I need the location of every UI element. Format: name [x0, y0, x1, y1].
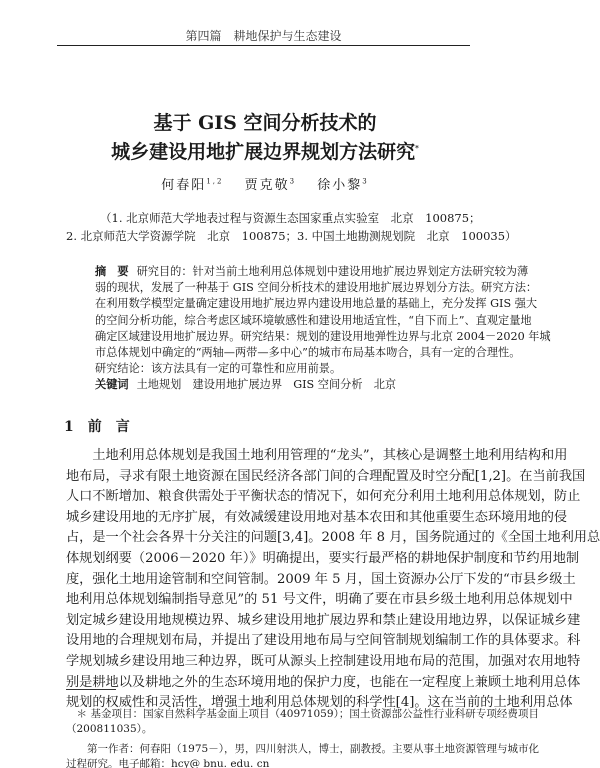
section-heading: 1 前 言	[64, 419, 130, 435]
abstract-line: 确定区域建设用地扩展边界。研究结果：规划的建设用地弹性边界与北京 2004－2020 年城	[95, 329, 551, 343]
body-line: 规划的权威性和灵活性，增强土地利用总体规划的科学性[4]。这在当前的土地利用总体	[66, 695, 573, 711]
body-line: 体规划纲要（2006－2020 年）》明确提出，要实行最严格的耕地保护制度和节约用地制	[66, 551, 580, 566]
footnote-line: 过程研究。电子邮箱：hcy@ bnu. edu. cn	[66, 758, 270, 768]
footnote-line: 第一作者：何春阳（1975－），男，四川射洪人，博士，副教授。主要从事土地资源管理与城市化	[66, 743, 539, 755]
footnote-line: ＊ 基金项目：国家自然科学基金面上项目（40971059）；国土资源部公益性行业科研专项经费项目	[66, 708, 539, 720]
authors	[0, 174, 530, 193]
title-footnote-mark: *	[415, 143, 419, 153]
body-line: 别是耕地以及耕地之外的生态环境用地的保护力度，也能在一定程度上兼顾土地利用总体	[66, 674, 581, 690]
abstract-line: 弱的现状，发展了一种基于 GIS 空间分析技术的建设用地扩展边界划分方法。研究方法：	[95, 281, 538, 295]
title-line-2	[0, 137, 530, 164]
body-line: 度，强化土地用途管制和空间管制。2009 年 5 月，国土资源办公厅下发的“市县乡级土	[66, 571, 576, 587]
body-line: 划定城乡建设用地规模边界、城乡建设用地扩展边界和禁止建设用地边界，以保证城乡建	[66, 612, 581, 628]
body-line: 占，是一个社会各界十分关注的问题[3,4]。2008 年 8 月，国务院通过的《全国土地利用总	[66, 530, 600, 546]
keywords-text: 土地规划 建设用地扩展边界 GIS 空间分析 北京	[136, 378, 397, 392]
title-text: 城乡建设用地扩展边界规划方法研究	[111, 141, 416, 163]
body-line: 城乡建设用地的无序扩展，有效减缓建设用地对基本农田和其他重要生态环境用地的侵	[66, 509, 568, 525]
abstract-line	[95, 263, 529, 279]
footnote-line: （200811035）。	[66, 723, 153, 735]
keywords	[95, 376, 511, 392]
affiliation-line: 2. 北京师范大学资源学院 北京 100875；3. 中国土地勘测规划院 北京 100035）	[66, 229, 517, 243]
abstract-line: 在利用数学模型定量确定建设用地扩展边界内建设用地总量的基础上，充分发挥 GIS 强大	[95, 297, 538, 311]
body-line: 地利用总体规划编制指导意见”的 51 号文件，明确了要在市县乡级土地利用总体规划中	[66, 592, 573, 608]
abstract-text: 研究目的：针对当前土地利用总体规划中建设用地扩展边界划定方法研究较为薄	[136, 265, 529, 278]
body-line: 人口不断增加、粮食供需处于平衡状态的情况下，如何充分利用土地利用总体规划，防止	[66, 489, 581, 505]
body-line: 土地利用总体规划是我国土地利用管理的“龙头”，其核心是调整土地利用结构和用	[66, 448, 568, 463]
affiliation-line: （1. 北京师范大学地表过程与资源生态国家重点实验室 北京 100875；	[100, 211, 481, 225]
abstract-label: 摘 要	[95, 264, 129, 278]
body-line: 学规划城乡建设用地三种边界，既可从源头上控制建设用地布局的范围，加强对农用地特	[66, 654, 581, 669]
header-rule	[57, 45, 470, 46]
abstract-line: 研究结论：该方法具有一定的可靠性和应用前景。	[95, 362, 342, 376]
keywords-label: 关键词	[95, 377, 129, 392]
abstract-line: 市总体规划中确定的“两轴—两带—多中心”的城市布局基本吻合，具有一定的合理性。	[95, 346, 521, 359]
body-line: 设用地的合理规划布局，并提出了建设用地布局与空间管制规划编制工作的具体要求。科	[66, 633, 581, 649]
author: 贾克敬$^3$	[244, 177, 297, 193]
title-line-1: 基于 GIS 空间分析技术的	[153, 112, 377, 134]
abstract-line: 的空间分析功能，综合考虑区域环境敏感性和建设用地适宜性，“自下而上”、直观定量地	[95, 313, 532, 327]
author: 徐小黎$^3$	[317, 177, 369, 193]
author: 何春阳$^{1,2}$	[161, 177, 224, 193]
footnote-rule	[66, 689, 116, 690]
running-head: 第四篇 耕地保护与生态建设	[185, 29, 342, 43]
body-line: 地布局，寻求有限土地资源在国民经济各部门间的合理配置及时空分配[1,2]。在当前我国	[66, 468, 586, 484]
